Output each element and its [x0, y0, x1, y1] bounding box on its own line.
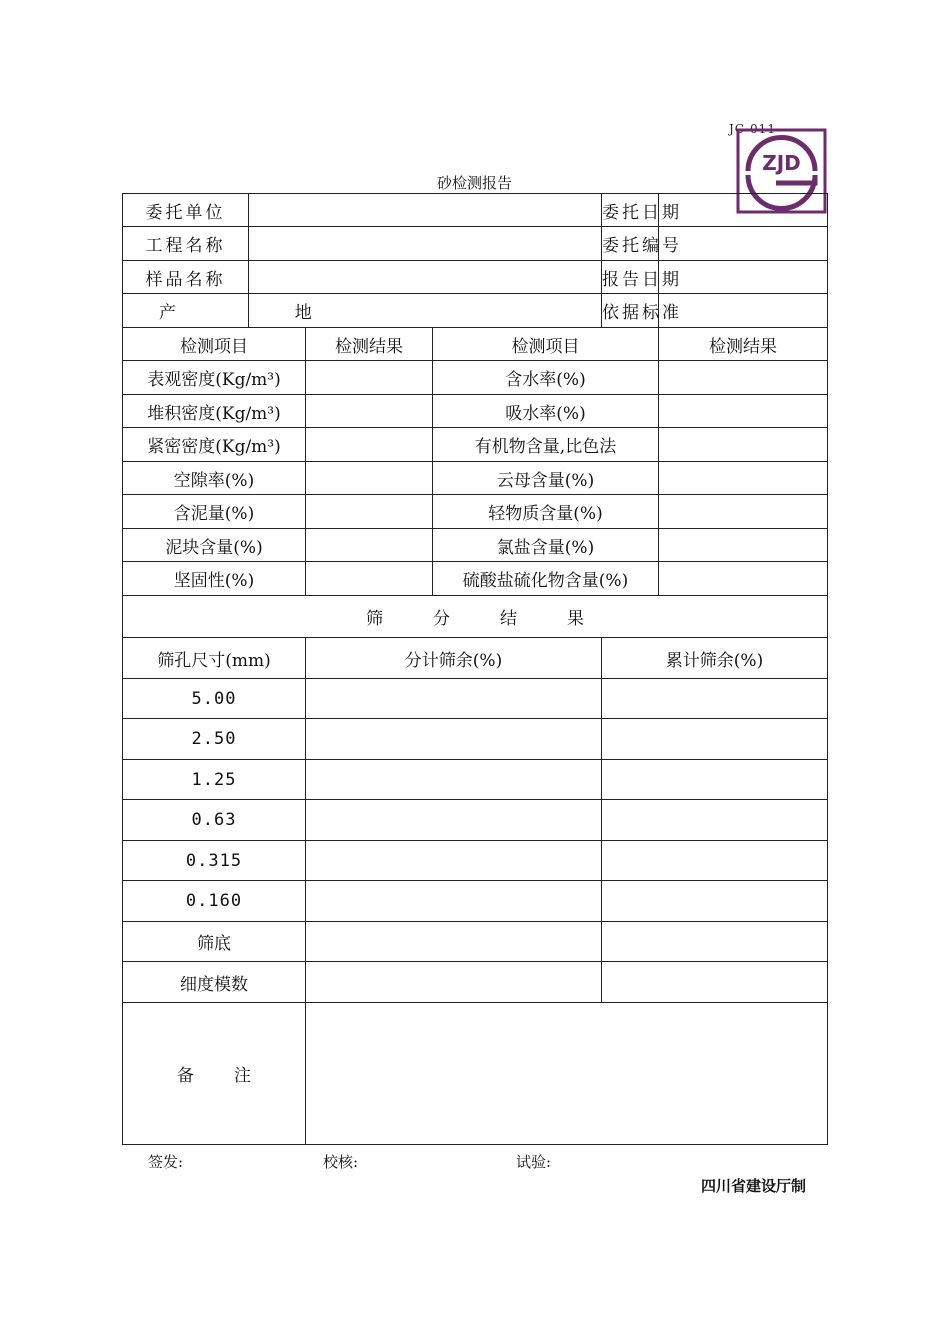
sieve-row: [123, 922, 828, 962]
standard-value[interactable]: [659, 294, 828, 328]
commission-date-value[interactable]: [659, 194, 828, 227]
origin-label: 产 地: [123, 294, 249, 328]
test-item-label: 硫酸盐硫化物含量(%): [433, 562, 659, 596]
partial-retained-cell[interactable]: [306, 841, 602, 881]
cumulative-retained-cell[interactable]: [602, 922, 828, 962]
fineness-modulus-label: 细度模数: [123, 962, 306, 1003]
cumulative-retained-cell[interactable]: [602, 841, 828, 881]
test-row: [123, 495, 828, 529]
test-item-label: 云母含量(%): [433, 462, 659, 495]
test-result-cell[interactable]: [659, 361, 828, 395]
standard-label: 依据标准: [602, 294, 659, 328]
sieve-row: [123, 760, 828, 800]
check-signature-label: 校核:: [323, 1153, 359, 1171]
sieve-size-label: 2.50: [123, 719, 306, 760]
client-unit-value[interactable]: [249, 194, 602, 227]
test-row: [123, 462, 828, 495]
test-row: [123, 361, 828, 395]
partial-retained-cell[interactable]: [306, 800, 602, 841]
test-item-label: 吸水率(%): [433, 395, 659, 428]
test-row: [123, 562, 828, 596]
sieve-size-label: 0.63: [123, 800, 306, 841]
test-result-cell[interactable]: [306, 361, 433, 395]
cumulative-retained-header: 累计筛余(%): [602, 638, 828, 679]
test-item-label: 有机物含量,比色法: [433, 428, 659, 462]
test-result-cell[interactable]: [306, 428, 433, 462]
header-row: [123, 294, 828, 328]
test-item-label: 泥块含量(%): [123, 529, 306, 562]
cumulative-retained-cell[interactable]: [602, 760, 828, 800]
partial-retained-cell[interactable]: [306, 922, 602, 962]
report-table: [122, 193, 828, 1145]
partial-retained-cell[interactable]: [306, 679, 602, 719]
sample-name-value[interactable]: [249, 261, 602, 294]
commission-date-label: 委托日期: [602, 194, 659, 227]
sieve-row: [123, 841, 828, 881]
sieve-size-label: 0.315: [123, 841, 306, 881]
sieve-size-label: 5.00: [123, 679, 306, 719]
test-result-cell[interactable]: [659, 395, 828, 428]
test-item-label: 堆积密度(Kg/m³): [123, 395, 306, 428]
test-item-label: 空隙率(%): [123, 462, 306, 495]
sieve-size-label: 0.160: [123, 881, 306, 922]
cumulative-retained-cell[interactable]: [602, 800, 828, 841]
sieve-row: [123, 719, 828, 760]
test-result-cell[interactable]: [306, 529, 433, 562]
partial-retained-header: 分计筛余(%): [306, 638, 602, 679]
remarks-label: 备注: [123, 1003, 306, 1145]
sieve-size-header: 筛孔尺寸(mm): [123, 638, 306, 679]
test-item-header: 检测项目: [123, 328, 306, 361]
issuing-authority: 四川省建设厅制: [701, 1177, 807, 1195]
sieve-row: [123, 962, 828, 1003]
project-name-value[interactable]: [249, 227, 602, 261]
header-row: [123, 194, 828, 227]
cumulative-retained-cell[interactable]: [602, 881, 828, 922]
cumulative-retained-cell[interactable]: [602, 719, 828, 760]
partial-retained-cell[interactable]: [306, 760, 602, 800]
report-date-label: 报告日期: [602, 261, 659, 294]
test-item-label: 表观密度(Kg/m³): [123, 361, 306, 395]
test-item-label: 轻物质含量(%): [433, 495, 659, 529]
cumulative-retained-cell[interactable]: [602, 962, 828, 1003]
test-result-cell[interactable]: [306, 495, 433, 529]
sieve-size-label: 筛底: [123, 922, 306, 962]
cumulative-retained-cell[interactable]: [602, 679, 828, 719]
sieve-row: [123, 679, 828, 719]
test-result-header-right: 检测结果: [659, 328, 828, 361]
test-item-label: 坚固性(%): [123, 562, 306, 596]
project-name-label: 工程名称: [123, 227, 249, 261]
sieve-size-label: 1.25: [123, 760, 306, 800]
sample-name-label: 样品名称: [123, 261, 249, 294]
test-result-cell[interactable]: [659, 529, 828, 562]
test-result-cell[interactable]: [659, 562, 828, 596]
logo-text: ZJD: [762, 151, 801, 175]
partial-retained-cell[interactable]: [306, 881, 602, 922]
remarks-row: [123, 1003, 828, 1145]
test-row: [123, 395, 828, 428]
test-result-cell[interactable]: [306, 462, 433, 495]
test-result-cell[interactable]: [306, 395, 433, 428]
issue-signature-label: 签发:: [148, 1153, 184, 1171]
sieve-row: [123, 881, 828, 922]
client-unit-label: 委托单位: [123, 194, 249, 227]
test-result-cell[interactable]: [659, 462, 828, 495]
test-result-cell[interactable]: [659, 428, 828, 462]
commission-number-label: 委托编号: [602, 227, 659, 261]
test-result-header: 检测结果: [306, 328, 433, 361]
sieve-header-row: [123, 638, 828, 679]
partial-retained-cell[interactable]: [306, 962, 602, 1003]
test-row: [123, 529, 828, 562]
header-row: [123, 261, 828, 294]
sieve-section-title: 筛分结果: [123, 596, 828, 638]
sieve-row: [123, 800, 828, 841]
test-row: [123, 428, 828, 462]
test-item-label: 氯盐含量(%): [433, 529, 659, 562]
commission-number-value[interactable]: [659, 227, 828, 261]
sieve-title-row: [123, 596, 828, 638]
report-date-value[interactable]: [659, 261, 828, 294]
test-item-label: 含泥量(%): [123, 495, 306, 529]
page-title: 砂检测报告: [436, 174, 512, 192]
remarks-value[interactable]: [306, 1003, 828, 1145]
tests-header-row: [123, 328, 828, 361]
test-item-label: 含水率(%): [433, 361, 659, 395]
test-item-header-right: 检测项目: [433, 328, 659, 361]
test-signature-label: 试验:: [516, 1153, 552, 1171]
form-code: JC-011: [729, 122, 776, 136]
test-result-cell[interactable]: [659, 495, 828, 529]
test-item-label: 紧密密度(Kg/m³): [123, 428, 306, 462]
partial-retained-cell[interactable]: [306, 719, 602, 760]
test-result-cell[interactable]: [306, 562, 433, 596]
header-row: [123, 227, 828, 261]
